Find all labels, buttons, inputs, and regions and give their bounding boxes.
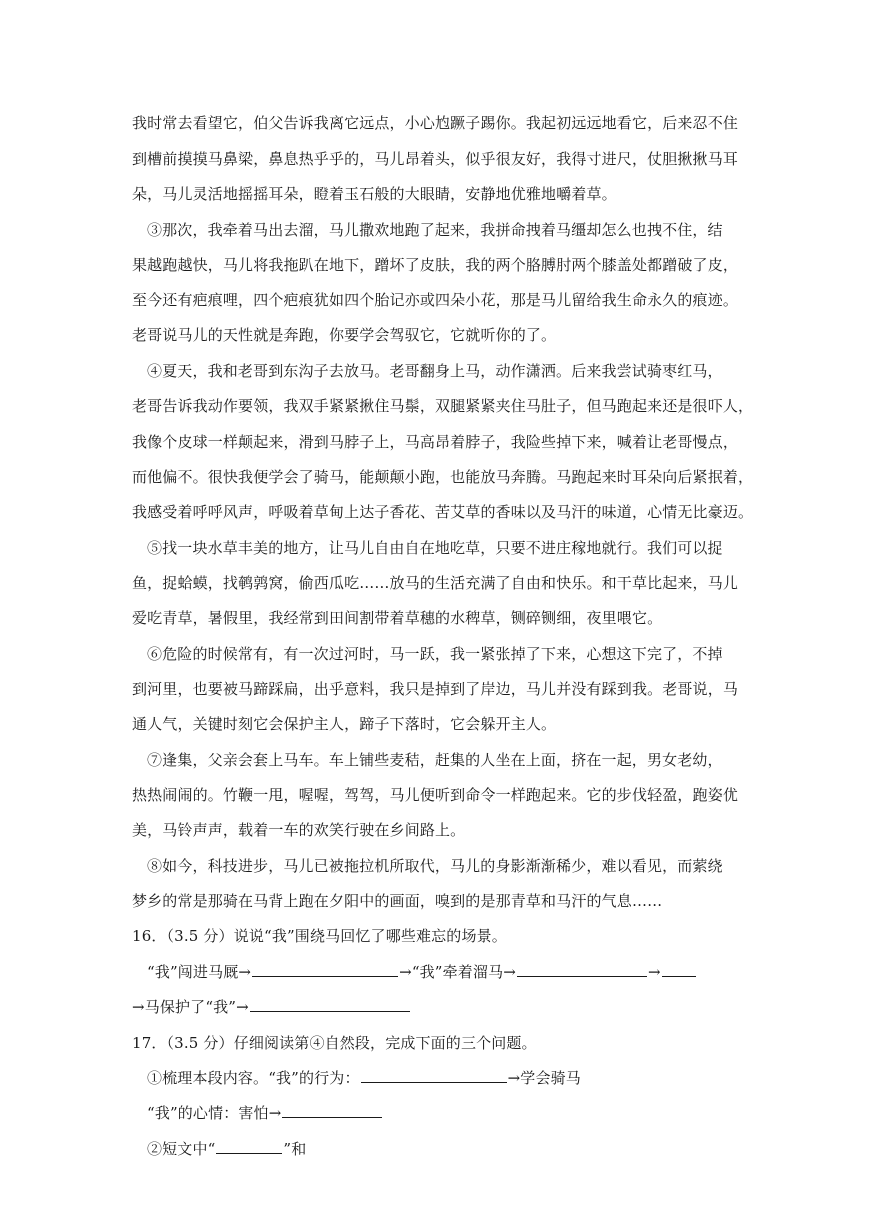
text-line: 鱼，捉蛤蟆，找鹌鹑窝，偷西瓜吃……放马的生活充满了自由和快乐。和干草比起来，马儿 — [132, 574, 739, 592]
q17-text-c: “我”的心情：害怕→ — [147, 1104, 282, 1122]
text-line: 爱吃青草，暑假里，我经常到田间割带着草穗的水稗草，铡碎铡细，夜里喂它。 — [132, 609, 663, 627]
answer-blank[interactable] — [517, 962, 647, 977]
text-line: 到河里，也要被马蹄踩扁，出乎意料，我只是掉到了岸边，马儿并没有踩到我。老哥说，马 — [132, 680, 739, 698]
text-line: 老哥说马儿的天性就是奔跑，你要学会驾驭它，它就听你的了。 — [132, 326, 557, 344]
q16-text-a: “我”闯进马厩→ — [147, 963, 252, 981]
text-line: 到槽前摸摸马鼻梁，鼻息热乎乎的，马儿昂着头，似乎很友好，我得寸进尺，仗胆揪揪马耳 — [132, 150, 739, 168]
text-line: 梦乡的常是那骑在马背上跑在夕阳中的画面，嗅到的是那青草和马汗的气息…… — [132, 892, 663, 910]
text-line: 我感受着呼呼风声，呼吸着草甸上达子香花、苦艾草的香味以及马汗的味道，心情无比豪迈。 — [132, 503, 754, 521]
q16-text-c: → — [647, 963, 661, 981]
text-line: ③那次，我牵着马出去溜，马儿撒欢地跑了起来，我拼命拽着马缰却怎么也拽不住，结 — [147, 221, 723, 239]
answer-blank[interactable] — [361, 1068, 507, 1083]
text-line: ⑤找一块水草丰美的地方，让马儿自由自在地吃草，只要不进庄稼地就行。我们可以捉 — [147, 539, 723, 557]
q17-text-d: ②短文中“ — [147, 1140, 216, 1158]
answer-blank[interactable] — [216, 1139, 282, 1154]
question-16-stem: 16．（3.5 分）说说“我”围绕马回忆了哪些难忘的场景。 — [132, 927, 507, 945]
question-17-line-1 — [147, 1068, 757, 1088]
q17-text-e: ”和 — [283, 1140, 307, 1158]
answer-blank[interactable] — [252, 962, 398, 977]
question-17-stem: 17．（3.5 分）仔细阅读第④自然段，完成下面的三个问题。 — [132, 1034, 537, 1052]
text-line: 果越跑越快，马儿将我拖趴在地下，蹭坏了皮肤，我的两个胳膊肘两个膝盖处都蹭破了皮， — [132, 256, 739, 274]
text-line: 我像个皮球一样颠起来，滑到马脖子上，马高昂着脖子，我险些掉下来，喊着让老哥慢点， — [132, 433, 739, 451]
question-16-line-2 — [132, 997, 742, 1017]
question-16-line-1 — [147, 962, 757, 982]
question-17-line-2 — [147, 1103, 757, 1123]
q17-text-a: ①梳理本段内容。“我”的行为： — [147, 1069, 360, 1087]
text-line: 而他偏不。很快我便学会了骑马，能颠颠小跑，也能放马奔腾。马跑起来时耳朵向后紧抿着， — [132, 468, 754, 486]
answer-blank[interactable] — [662, 962, 696, 977]
q16-text-b: →“我”牵着溜马→ — [399, 963, 516, 981]
text-line: ⑦逢集，父亲会套上马车。车上铺些麦秸，赶集的人坐在上面，挤在一起，男女老幼， — [147, 751, 723, 769]
text-line: 热热闹闹的。竹鞭一甩，喔喔，驾驾，马儿便听到命令一样跑起来。它的步伐轻盈，跑姿优 — [132, 786, 739, 804]
text-line: ④夏天，我和老哥到东沟子去放马。老哥翻身上马，动作潇洒。后来我尝试骑枣红马， — [147, 362, 723, 380]
q17-text-b: →学会骑马 — [507, 1069, 581, 1087]
question-17-line-3 — [147, 1139, 757, 1159]
answer-blank[interactable] — [282, 1103, 382, 1118]
text-line: 老哥告诉我动作要领，我双手紧紧揪住马鬃，双腿紧紧夹住马肚子，但马跑起来还是很吓人， — [132, 397, 754, 415]
text-line: ⑧如今，科技进步，马儿已被拖拉机所取代，马儿的身影渐渐稀少，难以看见，而萦绕 — [147, 857, 723, 875]
text-line: 我时常去看望它，伯父告诉我离它远点，小心尥蹶子踢你。我起初远远地看它，后来忍不住 — [132, 114, 739, 132]
answer-blank[interactable] — [250, 997, 410, 1012]
q16-text-d: →马保护了“我”→ — [132, 998, 249, 1016]
text-line: 至今还有疤痕哩，四个疤痕犹如四个胎记亦或四朵小花，那是马儿留给我生命永久的痕迹。 — [132, 291, 739, 309]
text-line: ⑥危险的时候常有，有一次过河时，马一跃，我一紧张掉了下来，心想这下完了，不掉 — [147, 645, 723, 663]
text-line: 美，马铃声声，载着一车的欢笑行驶在乡间路上。 — [132, 821, 466, 839]
text-line: 通人气，关键时刻它会保护主人，蹄子下落时，它会躲开主人。 — [132, 715, 557, 733]
text-line: 朵，马儿灵活地摇摇耳朵，瞪着玉石般的大眼睛，安静地优雅地嚼着草。 — [132, 185, 617, 203]
